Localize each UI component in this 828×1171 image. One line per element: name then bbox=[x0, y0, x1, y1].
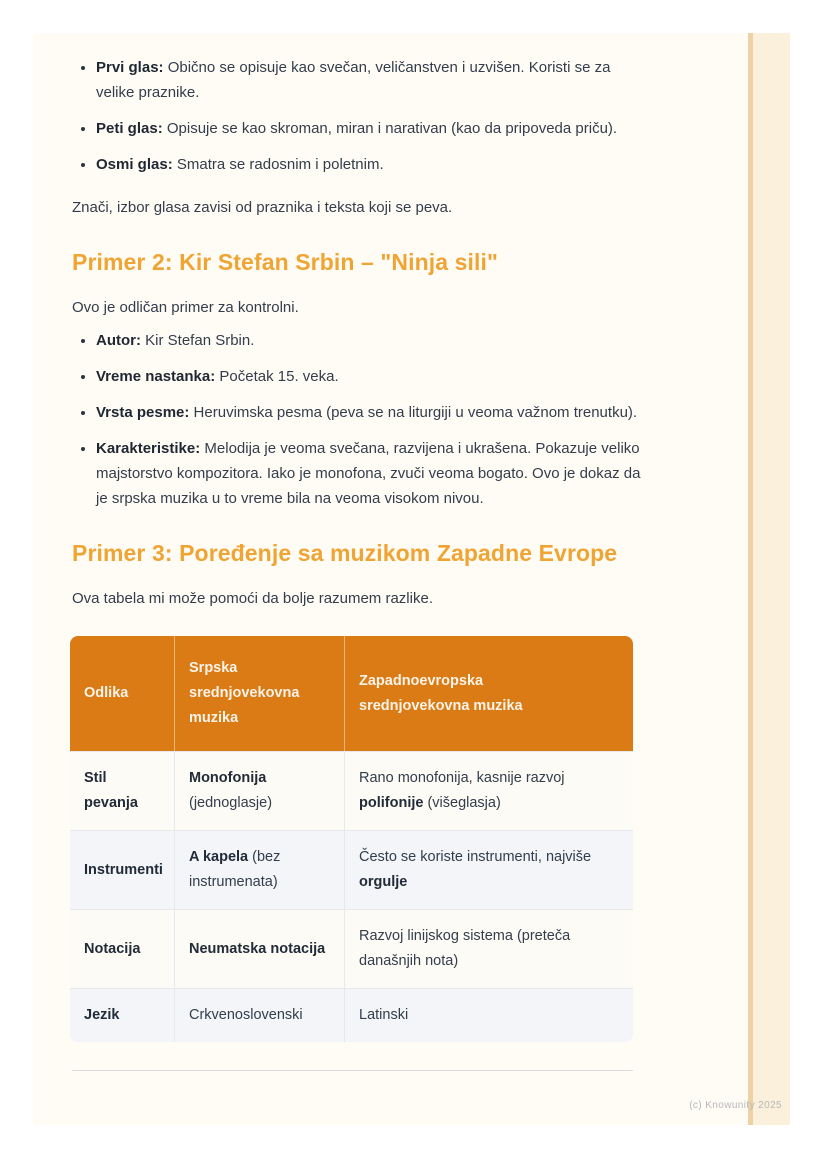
end-divider bbox=[72, 1070, 633, 1071]
bullet-label: Karakteristike: bbox=[96, 440, 201, 457]
cell-serbian: Neumatska notacija bbox=[174, 909, 344, 988]
bullet-label: Prvi glas: bbox=[96, 59, 164, 76]
cell-western: Rano monofonija, kasnije razvoj polifonije (višeglasja) bbox=[344, 751, 633, 830]
column-header-serbian: Srpska srednjovekovna muzika bbox=[174, 636, 344, 751]
section-heading-primer-3: Primer 3: Poređenje sa muzikom Zapadne Evrope bbox=[72, 540, 618, 566]
table-row bbox=[70, 751, 633, 830]
comparison-table-header bbox=[70, 636, 633, 751]
conclusion-paragraph: Znači, izbor glasa zavisi od praznika i teksta koji se peva. bbox=[72, 199, 453, 216]
document-card bbox=[33, 33, 790, 1125]
cell-western: Razvoj linijskog sistema (preteča današnjih nota) bbox=[344, 909, 633, 988]
section-heading-primer-2: Primer 2: Kir Stefan Srbin – "Ninja sili" bbox=[72, 249, 498, 275]
cell-western: Često se koriste instrumenti, najviše orgulje bbox=[344, 830, 633, 909]
list-item bbox=[96, 152, 651, 177]
cell-serbian: Crkvenoslovenski bbox=[174, 988, 344, 1042]
bullet-text: Opisuje se kao skroman, miran i narativan (kao da pripoveda priču). bbox=[162, 120, 618, 137]
bullet-text: Kir Stefan Srbin. bbox=[141, 332, 255, 349]
table-row bbox=[70, 830, 633, 909]
list-item bbox=[96, 436, 651, 511]
bullet-label: Osmi glas: bbox=[96, 156, 173, 173]
intro-bullet-list bbox=[72, 55, 651, 177]
list-item bbox=[96, 364, 651, 389]
table-row bbox=[70, 988, 633, 1042]
bullet-label: Vrsta pesme: bbox=[96, 404, 190, 421]
cell-feature: Stil pevanja bbox=[70, 751, 174, 830]
cell-serbian: A kapela (bez instrumenata) bbox=[174, 830, 344, 909]
cell-feature: Notacija bbox=[70, 909, 174, 988]
section3-intro-paragraph: Ova tabela mi može pomoći da bolje razumem razlike. bbox=[72, 590, 433, 607]
comparison-table bbox=[70, 636, 633, 1042]
column-header-feature: Odlika bbox=[70, 636, 174, 751]
document-content bbox=[33, 33, 673, 1071]
bullet-label: Peti glas: bbox=[96, 120, 163, 137]
section2-bullet-list bbox=[72, 328, 651, 511]
bullet-label: Autor: bbox=[96, 332, 141, 349]
card-right-stripe bbox=[748, 33, 753, 1125]
bullet-text: Heruvimska pesma (peva se na liturgiji u veoma važnom trenutku). bbox=[189, 404, 638, 421]
list-item bbox=[96, 400, 651, 425]
cell-feature: Instrumenti bbox=[70, 830, 174, 909]
list-item bbox=[96, 116, 651, 141]
list-item bbox=[96, 328, 651, 353]
cell-western: Latinski bbox=[344, 988, 633, 1042]
column-header-western: Zapadnoevropska srednjovekovna muzika bbox=[344, 636, 633, 751]
cell-feature: Jezik bbox=[70, 988, 174, 1042]
bullet-text: Obično se opisuje kao svečan, veličanstven i uzvišen. Koristi se za velike praznike. bbox=[96, 59, 611, 101]
table-row bbox=[70, 909, 633, 988]
cell-serbian: Monofonija (jednoglasje) bbox=[174, 751, 344, 830]
bullet-text: Smatra se radosnim i poletnim. bbox=[172, 156, 384, 173]
card-right-band bbox=[753, 33, 790, 1125]
section2-intro-paragraph: Ovo je odličan primer za kontrolni. bbox=[72, 299, 299, 316]
copyright-notice: (c) Knowunity 2025 bbox=[689, 1100, 782, 1111]
bullet-text: Melodija je veoma svečana, razvijena i ukrašena. Pokazuje veliko majstorstvo kompozitora. Iako je monofona, zvuči veoma bogato. Ovo je dokaz da je srpska muzika u to vreme bila na veoma visokom nivou. bbox=[96, 440, 641, 507]
bullet-label: Vreme nastanka: bbox=[96, 368, 216, 385]
bullet-text: Početak 15. veka. bbox=[215, 368, 339, 385]
list-item bbox=[96, 55, 651, 105]
